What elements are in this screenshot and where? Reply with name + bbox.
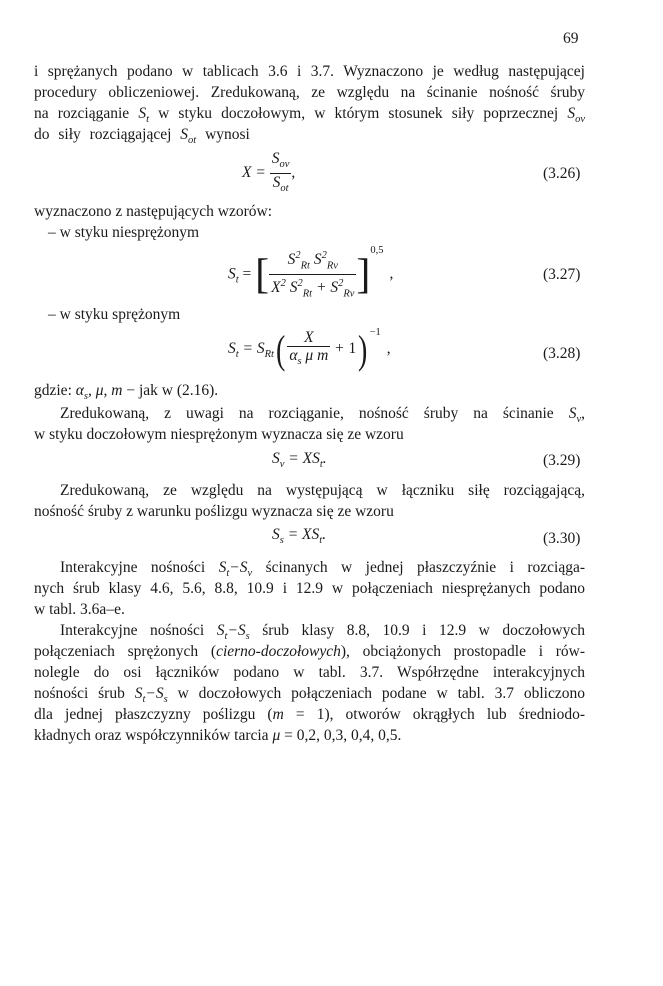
page-number: 69 — [563, 30, 579, 47]
equation-3-26: X = $\frac{S_{ov}}{S_{ot}}$ , — [242, 150, 296, 195]
text-line: dla jednej płaszczyzny poślizgu (m = 1), otworów okrągłych lub średniodo- — [34, 706, 585, 723]
text-line: Zredukowaną, ze względu na występującą w łączniku siłę rozciągającą, — [60, 482, 585, 499]
text-line: kładnych oraz współczynników tarcia μ = 0,2, 0,3, 0,4, 0,5. — [34, 727, 402, 744]
text-line: w tabl. 3.6a–e. — [34, 601, 125, 618]
equation-number: (3.27) — [543, 266, 581, 283]
equation-number: (3.28) — [543, 345, 581, 362]
equation-3-30: $S_s = XS_t$. — [272, 526, 327, 547]
text-line: do siły rozciągającej $S_{ot}$ wynosi — [34, 126, 250, 147]
equation-number: (3.30) — [543, 530, 581, 547]
text-line: Interakcyjne nośności $S_t-S_v$ ścinanych w jednej płaszczyźnie i rozciąga- — [60, 559, 585, 580]
text-line: i sprężanych podano w tablicach 3.6 i 3.7. Wyznaczono je według następującej — [34, 63, 585, 80]
text-line: gdzie: $\alpha_s$, μ, m − jak w (2.16). — [34, 382, 219, 403]
text-line: nośności śrub $S_t-S_s$ w doczołowych połączeniach podane w tabl. 3.7 obliczono — [34, 685, 585, 706]
equation-number: (3.29) — [543, 452, 581, 469]
list-item: – w styku sprężonym — [48, 306, 181, 323]
equation-3-29: $S_v = XS_t$. — [272, 450, 327, 471]
text-line: na rozciąganie $S_t$ w styku doczołowym, w którym stosunek siły poprzecznej $S_{ov}$ — [34, 105, 585, 126]
text-line: Interakcyjne nośności $S_t-S_s$ śrub klasy 8.8, 10.9 i 12.9 w doczołowych — [60, 622, 585, 643]
text-line: w styku doczołowym niesprężonym wyznacza się ze wzoru — [34, 426, 404, 443]
text-line: wyznaczono z następujących wzorów: — [34, 203, 272, 220]
text-line: procedury obliczeniowej. Zredukowaną, ze względu na ścinanie nośność śruby — [34, 84, 585, 101]
text-line: Zredukowaną, z uwagi na rozciąganie, nośność śruby na ścinanie $S_v$, — [60, 405, 585, 426]
list-item: – w styku niesprężonym — [48, 224, 200, 241]
equation-number: (3.26) — [543, 165, 581, 182]
text-line: nych śrub klasy 4.6, 5.6, 8.8, 10.9 i 12.9 w połączeniach niesprężanych podano — [34, 580, 585, 597]
text-line: nośność śruby z warunku poślizgu wyznacza się ze wzoru — [34, 503, 394, 520]
equation-3-28: $S_t = S_{Rt}$( $\frac{X}{\alpha_s \mu m}$ + 1) −1, — [228, 326, 391, 372]
text-line: nolegle do osi łączników podano w tabl. 3.7. Współrzędne interakcyjnych — [34, 664, 585, 681]
equation-3-27: $S_t$ = [ $\frac{S^2_{Rt} S^2_{Rv}}{X^2 S^2_{Rt} + S^2_{Rv}}$ ]0,5, — [228, 245, 394, 300]
text-line: połączeniach sprężonych (cierno-doczołowych), obciążonych prostopadle i rów- — [34, 643, 585, 660]
